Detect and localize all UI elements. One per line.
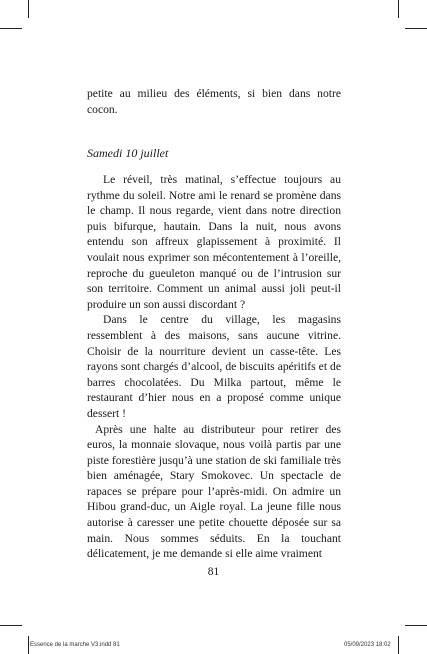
crop-mark-right-top <box>405 28 427 29</box>
paragraph-raptors: Après une halte au distributeur pour retirer des euros, la monnaie slovaque, nous voilà partis par une piste forestière jusqu’à une station de ski familiale très bien aménagée, Stary Smokovec. Un spectacle de rapaces se prépare pour l’après-midi. On admire un Hibou grand-duc, un Aigle royal. La jeune fille nous autorise à caresser une petite chouette déposée sur sa main. Nous sommes séduits. En la touchant délicatement, je me demande si elle aime vraiment <box>87 422 341 561</box>
crop-mark-bottom-left <box>28 636 29 654</box>
slug-timestamp: 05/09/2023 18:02 <box>344 642 391 648</box>
page-number: 81 <box>207 566 220 578</box>
crop-mark-top-left <box>28 0 29 18</box>
paragraph-fox: Le réveil, très matinal, s’effectue toujours au rythme du soleil. Notre ami le renard se promène dans le champ. Il nous regarde, vient dans notre direction puis bifurque, hautain. Dans la nuit, nous avons entendu son affreux glapissement à proximité. Il voulait nous exprimer son mécontentement à l’oreille, reproche du gueuleton manqué ou de l’intrusion sur son territoire. Comment un animal aussi joli peut-il produire un son aussi discordant ? <box>87 173 341 311</box>
body-text <box>87 172 341 562</box>
paragraph-village: Dans le centre du village, les magasins ressemblent à des maisons, sans aucune vitrine. Choisir de la nourriture devient un casse-tête. Les rayons sont chargés d’alcool, de biscuits apéritifs et de barres chocolatées. Du Milka partout, même le restaurant d’hier nous en a proposé comme unique dessert ! <box>87 313 341 420</box>
crop-mark-right-bottom <box>405 625 427 626</box>
opening-paragraph: petite au milieu des éléments, si bien dans notre cocon. <box>87 87 341 116</box>
crop-mark-left-bottom <box>0 625 22 626</box>
crop-mark-top-right <box>398 0 399 18</box>
slug-file-name: Essence de la marche V3.indd 81 <box>30 642 120 648</box>
date-heading: Samedi 10 juillet <box>87 146 169 160</box>
crop-mark-bottom-right <box>398 636 399 654</box>
crop-mark-left-top <box>0 28 22 29</box>
